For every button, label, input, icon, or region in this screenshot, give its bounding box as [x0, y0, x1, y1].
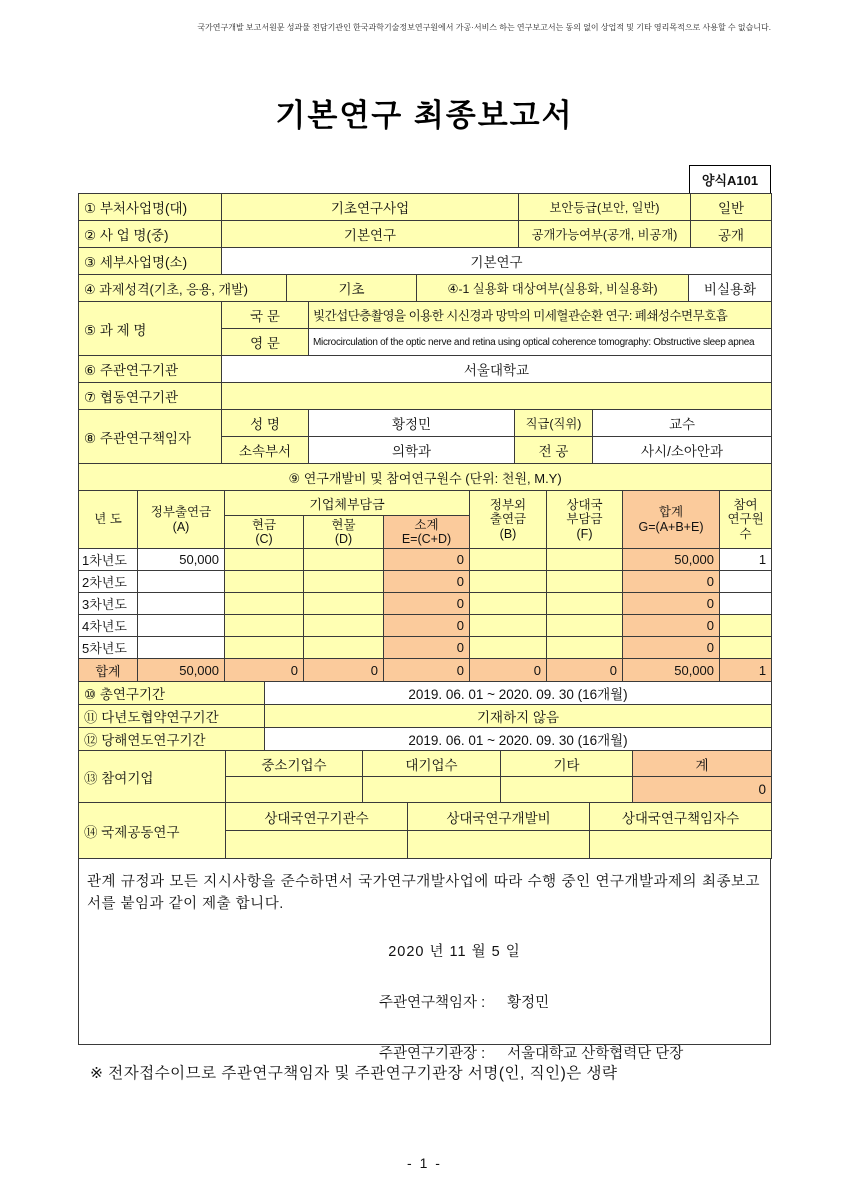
field-label: ⑥ 주관연구기관	[79, 356, 222, 383]
page-title: 기본연구 최종보고서	[275, 98, 574, 133]
declaration-text: 관계 규정과 모든 지시사항을 준수하면서 국가연구개발사업에 따라 수행 중인 연구개발과제의 최종보고서를 붙임과 같이 제출 합니다.	[87, 874, 760, 912]
budget-cell-g: 0	[623, 593, 720, 615]
budget-header-gov-fund: 정부출연금 (A)	[138, 491, 225, 549]
budget-cell-a	[138, 571, 225, 593]
companies-header-other: 기타	[501, 751, 633, 777]
kor-title-value: 빛간섭단층촬영을 이용한 시신경과 망막의 미세혈관순환 연구: 폐쇄성수면무호흡	[309, 302, 772, 329]
field-row-4	[79, 275, 772, 302]
eng-title-value: Microcirculation of the optic nerve and retina using optical coherence tomography: Obstructive sleep apnea	[309, 329, 772, 356]
budget-cell-f: 0	[547, 659, 623, 682]
budget-cell-d: 0	[304, 659, 384, 682]
electronic-submission-note: ※ 전자접수이므로 주관연구책임자 및 주관연구기관장 서명(인, 직인)은 생략	[90, 1065, 618, 1082]
intl-institutes-value	[226, 831, 408, 859]
budget-cell-m	[720, 637, 772, 659]
budget-cell-b	[470, 637, 547, 659]
eng-label: 영 문	[222, 329, 309, 356]
field-label: ⑦ 협동연구기관	[79, 383, 222, 410]
budget-cell-f	[547, 637, 623, 659]
head-signature-label: 주관연구기관장 :	[379, 1045, 486, 1062]
budget-cell-e: 0	[384, 593, 470, 615]
budget-body	[79, 549, 772, 682]
field-label: ⑧ 주관연구책임자	[79, 410, 222, 464]
companies-header-sme: 중소기업수	[226, 751, 363, 777]
lead-institute-value: 서울대학교	[222, 356, 772, 383]
budget-cell-year: 2차년도	[79, 571, 138, 593]
budget-cell-year: 합계	[79, 659, 138, 682]
budget-year-row	[79, 615, 772, 637]
budget-cell-f	[547, 615, 623, 637]
budget-cell-f	[547, 571, 623, 593]
budget-header-total: 합계 G=(A+B+E)	[623, 491, 720, 549]
budget-cell-e: 0	[384, 659, 470, 682]
companies-header-large: 대기업수	[363, 751, 501, 777]
pi-signature-label: 주관연구책임자 :	[379, 994, 486, 1011]
budget-header-inkind: 현물 (D)	[304, 516, 384, 549]
field-row-1	[79, 194, 772, 221]
table-program	[78, 193, 772, 248]
field-row-3	[79, 248, 772, 275]
budget-cell-c	[225, 549, 304, 571]
budget-cell-d	[304, 549, 384, 571]
pi-rank-value: 교수	[593, 410, 772, 437]
security-level-label: 보안등급(보안, 일반)	[519, 194, 691, 221]
budget-cell-m: 1	[720, 549, 772, 571]
budget-title-row	[79, 464, 772, 491]
budget-total-row	[79, 659, 772, 682]
budget-year-row	[79, 571, 772, 593]
companies-total-value: 0	[633, 777, 772, 803]
budget-cell-c	[225, 637, 304, 659]
table-subprogram	[78, 247, 772, 275]
budget-cell-g: 50,000	[623, 659, 720, 682]
disclosure-value: 공개	[691, 221, 772, 248]
field-label: ⑭ 국제공동연구	[79, 803, 226, 859]
budget-cell-a: 50,000	[138, 659, 225, 682]
pi-rank-label: 직급(직위)	[515, 410, 593, 437]
budget-cell-m: 1	[720, 659, 772, 682]
pi-name-value: 황정민	[309, 410, 515, 437]
budget-cell-a	[138, 593, 225, 615]
budget-header-subtotal: 소계 E=(C+D)	[384, 516, 470, 549]
table-investigator	[78, 409, 772, 464]
budget-cell-m	[720, 615, 772, 637]
budget-cell-c	[225, 571, 304, 593]
head-signature-value: 서울대학교 산학협력단 단장	[507, 1045, 684, 1062]
field-label: ⑪ 다년도협약연구기간	[79, 705, 265, 728]
budget-cell-e: 0	[384, 549, 470, 571]
budget-cell-d	[304, 637, 384, 659]
budget-cell-year: 3차년도	[79, 593, 138, 615]
budget-cell-a	[138, 615, 225, 637]
budget-cell-year: 5차년도	[79, 637, 138, 659]
field-label: ① 부처사업명(대)	[79, 194, 222, 221]
intl-budget-value	[408, 831, 590, 859]
commercialization-label: ④-1 실용화 대상여부(실용화, 비실용화)	[417, 275, 689, 302]
budget-header-researchers: 참여 연구원수	[720, 491, 772, 549]
budget-year-row	[79, 593, 772, 615]
table-periods	[78, 681, 772, 751]
budget-header-partner-fund: 상대국 부담금 (F)	[547, 491, 623, 549]
budget-cell-a: 50,000	[138, 549, 225, 571]
total-period-value: 2019. 06. 01 ~ 2020. 09. 30 (16개월)	[265, 682, 772, 705]
table-companies	[78, 750, 772, 803]
international-header-row	[79, 803, 772, 831]
page-number: - 1 -	[407, 1155, 442, 1171]
form-content	[78, 165, 771, 1062]
field-value: 기초연구사업	[222, 194, 519, 221]
pi-row-1	[79, 410, 772, 437]
budget-cell-b: 0	[470, 659, 547, 682]
pi-major-value: 사시/소아안과	[593, 437, 772, 464]
pi-dept-label: 소속부서	[222, 437, 309, 464]
field-row-6	[79, 356, 772, 383]
copyright-disclaimer: 국가연구개발 보고서원문 성과물 전담기관인 한국과학기술정보연구원에서 가공·서비스 하는 연구보고서는 동의 없이 상업적 및 기타 영리목적으로 사용할 수 없습니다.	[197, 23, 771, 32]
field-row-12	[79, 728, 772, 751]
field-row-2	[79, 221, 772, 248]
field-label: ④ 과제성격(기초, 응용, 개발)	[79, 275, 287, 302]
intl-header-pis: 상대국연구책임자수	[590, 803, 772, 831]
budget-cell-b	[470, 593, 547, 615]
budget-cell-year: 4차년도	[79, 615, 138, 637]
current-period-value: 2019. 06. 01 ~ 2020. 09. 30 (16개월)	[265, 728, 772, 751]
field-label: ⑩ 총연구기간	[79, 682, 265, 705]
budget-cell-e: 0	[384, 615, 470, 637]
field-row-11	[79, 705, 772, 728]
disclosure-label: 공개가능여부(공개, 비공개)	[519, 221, 691, 248]
budget-header-nongov-fund: 정부외 출연금 (B)	[470, 491, 547, 549]
companies-header-row	[79, 751, 772, 777]
declaration-date: 2020 년 11 월 5 일	[388, 943, 521, 960]
budget-cell-year: 1차년도	[79, 549, 138, 571]
budget-cell-f	[547, 549, 623, 571]
pi-name-label: 성 명	[222, 410, 309, 437]
budget-cell-g: 0	[623, 637, 720, 659]
table-institutes	[78, 355, 772, 410]
form-code-badge: 양식A101	[689, 165, 771, 194]
budget-header-company-group: 기업체부담금	[225, 491, 470, 516]
budget-table	[78, 463, 772, 682]
budget-cell-g: 0	[623, 615, 720, 637]
commercialization-value: 비실용화	[689, 275, 772, 302]
pi-major-label: 전 공	[515, 437, 593, 464]
field-value: 기본연구	[222, 248, 772, 275]
budget-cell-b	[470, 571, 547, 593]
field-value: 기본연구	[222, 221, 519, 248]
companies-large-value	[363, 777, 501, 803]
project-title-kor-row	[79, 302, 772, 329]
budget-header-row-1	[79, 491, 772, 516]
kor-label: 국 문	[222, 302, 309, 329]
multiyear-period-value: 기재하지 않음	[265, 705, 772, 728]
intl-pis-value	[590, 831, 772, 859]
budget-year-row	[79, 637, 772, 659]
table-project-title	[78, 301, 772, 356]
intl-header-budget: 상대국연구개발비	[408, 803, 590, 831]
budget-title: ⑨ 연구개발비 및 참여연구원수 (단위: 천원, M.Y)	[79, 464, 772, 491]
field-label: ⑤ 과 제 명	[79, 302, 222, 356]
budget-header-year: 년 도	[79, 491, 138, 549]
field-label: ⑬ 참여기업	[79, 751, 226, 803]
companies-other-value	[501, 777, 633, 803]
budget-year-row	[79, 549, 772, 571]
signature-line-head	[379, 1042, 770, 1063]
field-label: ② 사 업 명(중)	[79, 221, 222, 248]
signature-line-pi	[379, 991, 770, 1012]
budget-cell-e: 0	[384, 571, 470, 593]
project-type-value: 기초	[287, 275, 417, 302]
pi-signature-value: 황정민	[507, 994, 550, 1011]
declaration-box	[78, 858, 771, 1062]
security-level-value: 일반	[691, 194, 772, 221]
budget-cell-e: 0	[384, 637, 470, 659]
field-label: ③ 세부사업명(소)	[79, 248, 222, 275]
table-international	[78, 802, 772, 859]
budget-cell-a	[138, 637, 225, 659]
budget-head	[79, 464, 772, 549]
companies-sme-value	[226, 777, 363, 803]
pi-dept-value: 의학과	[309, 437, 515, 464]
budget-cell-d	[304, 593, 384, 615]
intl-header-institutes: 상대국연구기관수	[226, 803, 408, 831]
field-row-7	[79, 383, 772, 410]
table-project-type	[78, 274, 772, 302]
budget-cell-b	[470, 549, 547, 571]
budget-cell-b	[470, 615, 547, 637]
budget-header-cash: 현금 (C)	[225, 516, 304, 549]
budget-cell-c	[225, 615, 304, 637]
budget-cell-c	[225, 593, 304, 615]
field-row-10	[79, 682, 772, 705]
budget-cell-d	[304, 615, 384, 637]
co-institute-value	[222, 383, 772, 410]
field-label: ⑫ 당해연도연구기간	[79, 728, 265, 751]
budget-cell-c: 0	[225, 659, 304, 682]
budget-cell-d	[304, 571, 384, 593]
companies-header-total: 계	[633, 751, 772, 777]
budget-cell-g: 50,000	[623, 549, 720, 571]
budget-cell-m	[720, 593, 772, 615]
budget-cell-g: 0	[623, 571, 720, 593]
budget-cell-m	[720, 571, 772, 593]
budget-cell-f	[547, 593, 623, 615]
